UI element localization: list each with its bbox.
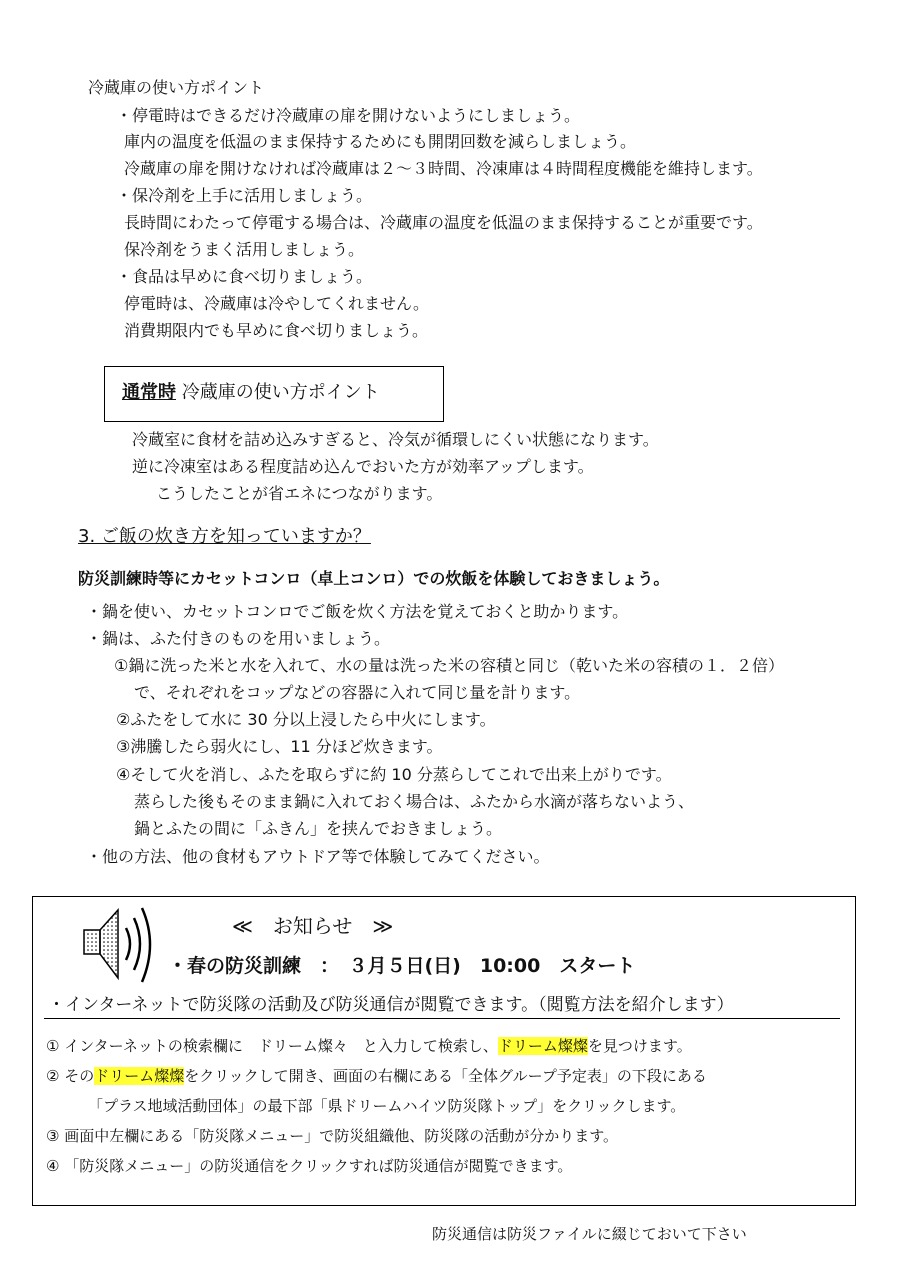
rice-line: ①鍋に洗った米と水を入れて、水の量は洗った米の容積と同じ（乾いた米の容積の１．２倍）	[114, 656, 785, 675]
fridge-line: 保冷剤をうまく活用しましょう。	[124, 240, 365, 259]
rice-line: 鍋とふたの間に「ふきん」を挟んでおきましょう。	[134, 819, 503, 838]
fridge-line: ・停電時はできるだけ冷蔵庫の扉を開けないようにしましょう。	[116, 106, 581, 125]
rice-line: ②ふたをして水に 30 分以上浸したら中火にします。	[116, 710, 496, 729]
speaker-icon	[78, 900, 162, 988]
rice-line: ④そして火を消し、ふたを取らずに約 10 分蒸らしてこれで出来上がりです。	[116, 765, 672, 784]
rice-subheading: 防災訓練時等にカセットコンロ（卓上コンロ）での炊飯を体験しておきましょう。	[78, 569, 670, 588]
rice-line: ・他の方法、他の食材もアウトドア等で体験してみてください。	[86, 847, 550, 866]
notice-title: ≪ お知らせ ≫	[232, 914, 394, 938]
rice-line: ・鍋を使い、カセットコンロでご飯を炊く方法を覚えておくと助かります。	[86, 602, 629, 621]
step2-text-b: をクリックして開き、画面の右欄にある「全体グループ予定表」の下段にある	[184, 1067, 707, 1085]
fridge-line: 長時間にわたって停電する場合は、冷蔵庫の温度を低温のまま保持することが重要です。	[124, 213, 763, 232]
notice-internet: ・インターネットで防災隊の活動及び防災通信が閲覧できます。（閲覧方法を紹介します）	[48, 995, 734, 1015]
notice-divider	[44, 1018, 840, 1019]
footer-note: 防災通信は防災ファイルに綴じておいて下さい	[432, 1225, 747, 1243]
step2-highlight: ドリーム燦燦	[94, 1067, 185, 1085]
fridge-line: ・食品は早めに食べ切りましょう。	[116, 267, 373, 286]
notice-step-2	[46, 1066, 707, 1086]
step1-text-b: を見つけます。	[587, 1037, 692, 1055]
notice-step-3: ③ 画面中左欄にある「防災隊メニュー」で防災組織他、防災隊の活動が分かります。	[46, 1127, 619, 1145]
notice-step-4: ④ 「防災隊メニュー」の防災通信をクリックすれば防災通信が閲覧できます。	[46, 1157, 573, 1175]
step2-text-a: ② その	[46, 1067, 95, 1085]
fridge-heading: 冷蔵庫の使い方ポイント	[88, 78, 265, 97]
notice-step-2-cont: 「プラス地域活動団体」の最下部「県ドリームハイツ防災隊トップ」をクリックします。	[88, 1097, 686, 1115]
notice-event: ・春の防災訓練 ： ３月５日(日) 10:00 スタート	[168, 955, 636, 977]
normal-heading-a: 通常時	[122, 382, 176, 403]
fridge-line: 消費期限内でも早めに食べ切りましょう。	[124, 321, 429, 340]
normal-line: 逆に冷凍室はある程度詰め込んでおいた方が効率アップします。	[132, 457, 594, 476]
rice-line: ・鍋は、ふた付きのものを用いましょう。	[86, 629, 391, 648]
fridge-line: ・保冷剤を上手に活用しましょう。	[116, 186, 373, 205]
rice-heading: 3. ご飯の炊き方を知っていますか？	[78, 526, 371, 547]
fridge-line: 庫内の温度を低温のまま保持するためにも開閉回数を減らしましょう。	[124, 132, 637, 151]
normal-line: 冷蔵室に食材を詰め込みすぎると、冷気が循環しにくい状態になります。	[132, 430, 659, 449]
fridge-line: 停電時は、冷蔵庫は冷やしてくれません。	[124, 294, 429, 313]
rice-line: で、それぞれをコップなどの容器に入れて同じ量を計ります。	[134, 683, 581, 702]
normal-points-heading	[122, 383, 380, 403]
step1-text-a: ① インターネットの検索欄に ドリーム燦々 と入力して検索し、	[46, 1037, 498, 1055]
fridge-line: 冷蔵庫の扉を開けなければ冷蔵庫は２～３時間、冷凍庫は４時間程度機能を維持します。	[124, 159, 763, 178]
rice-line: 蒸らした後もそのまま鍋に入れておく場合は、ふたから水滴が落ちないよう、	[134, 792, 695, 811]
normal-heading-b: 冷蔵庫の使い方ポイント	[181, 382, 380, 403]
rice-line: ③沸騰したら弱火にし、11 分ほど炊きます。	[116, 737, 443, 756]
step1-highlight: ドリーム燦燦	[497, 1037, 588, 1055]
notice-step-1	[46, 1036, 692, 1056]
normal-line: こうしたことが省エネにつながります。	[156, 484, 443, 503]
